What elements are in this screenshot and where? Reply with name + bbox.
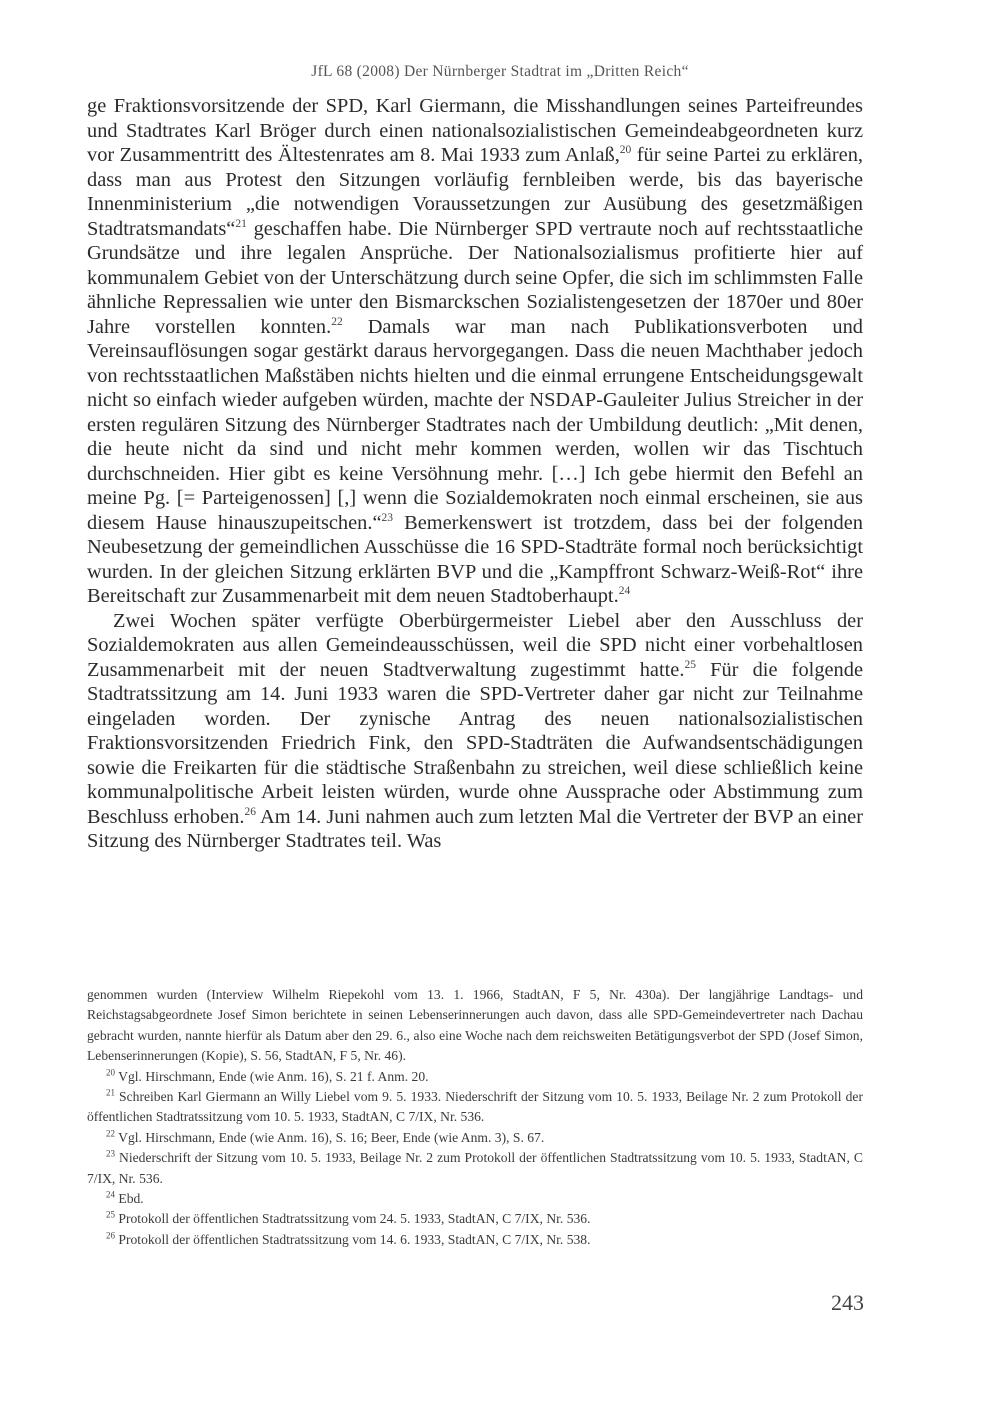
running-header: JfL 68 (2008) Der Nürnberger Stadtrat im „Dritten Reich“ <box>311 63 689 80</box>
footnote-number: 20 <box>106 1067 115 1078</box>
footnote-number: 24 <box>106 1189 115 1200</box>
footnote-ref[interactable]: 20 <box>619 144 632 157</box>
footnote-ref[interactable]: 22 <box>331 315 343 328</box>
footnote-continuation: genommen wurden (Interview Wilhelm Riepekohl vom 13. 1. 1966, StadtAN, F 5, Nr. 430a). Der langjährige Landtags- und Reichstagsabgeordnete Josef Simon berichtete in seinen Lebenserinnerungen auch davon, dass alle SPD-Gemeindevertreter nach Dachau gebracht wurden, nannte hierfür als Datum aber den 29. 6., also eine Woche nach dem reichsweiten Betätigungsverbot der SPD (Josef Simon, Lebenserinnerungen (Kopie), S. 56, StadtAN, F 5, Nr. 46). <box>87 987 863 1064</box>
main-text <box>87 94 863 854</box>
footnote-number: 25 <box>106 1209 115 1220</box>
footnotes <box>87 985 863 1250</box>
footnote: $^{25}$ Protokoll der öffentlichen Stadtratssitzung vom 24. 5. 1933, StadtAN, C 7/IX, Nr. 536. <box>106 1209 591 1227</box>
footnote-number: 26 <box>106 1230 115 1241</box>
footnote: $^{26}$ Protokoll der öffentlichen Stadtratssitzung vom 14. 6. 1933, StadtAN, C 7/IX, Nr. 538. <box>106 1230 591 1247</box>
footnote: $^{24}$ Ebd. <box>106 1189 144 1207</box>
footnote-ref[interactable]: 21 <box>235 217 247 230</box>
footnote-ref[interactable]: 24 <box>618 585 631 598</box>
footnote-number: 22 <box>106 1128 115 1139</box>
footnote: $^{21}$ Schreiben Karl Giermann an Willy Liebel vom 9. 5. 1933. Niederschrift der Sitzung vom 10. 5. 1933, Beilage Nr. 2 zum Protokoll der öffentlichen Stadtratssitzung vom 10. 5. 1933, StadtAN, C 7/IX, Nr. 536. <box>87 1087 863 1125</box>
footnote-ref[interactable]: 23 <box>381 511 394 524</box>
footnote-ref[interactable]: 25 <box>684 658 696 671</box>
body-paragraph: Zwei Wochen später verfügte Oberbürgermeister Liebel aber den Ausschluss der Sozialdemokraten aus allen Gemeindeausschüssen, weil die SPD nicht einer vorbehaltlosen Zusammenarbeit mit der neuen Stadtverwaltung zugestimmt hatte.$^{25}$ Für die folgende Stadtratssitzung am 14. Juni 1933 waren die SPD-Vertreter daher gar nicht zur Teilnahme eingeladen worden. Der zynische Antrag des neuen nationalsozialistischen Fraktionsvorsitzenden Friedrich Fink, den SPD-Stadträten die Aufwandsentschädigungen sowie die Freikarten für die städtische Straßenbahn zu streichen, weil diese schließlich keine kommunalpolitische Arbeit leisten würden, wurde ohne Aussprache oder Abstimmung zum Beschluss erhoben.$^{26}$ Am 14. Juni nahmen auch zum letzten Mal die Vertreter der BVP an einer Sitzung des Nürnberger Stadtrates teil. Was <box>87 609 864 852</box>
footnote-ref[interactable]: 26 <box>244 805 256 818</box>
body-paragraph: ge Fraktionsvorsitzende der SPD, Karl Giermann, die Misshandlungen seines Parteifreundes und Stadtrates Karl Bröger durch einen nationalsozialistischen Gemeindeabgeordneten kurz vor Zusammentritt des Ältestenrates am 8. Mai 1933 zum Anlaß,$^{20}$ für seine Partei zu erklären, dass man aus Protest den Sitzungen vorläufig fernbleiben werde, bis das bayerische Innenministerium „die notwendigen Voraussetzungen zur Ausübung des gesetzmäßigen Stadtratsmandats“$^{21}$ geschaffen habe. Die Nürnberger SPD vertraute noch auf rechtsstaatliche Grundsätze und ihre legalen Ansprüche. Der Nationalsozialismus profitierte hier auf kommunalem Gebiet von der Unterschätzung durch seine Opfer, die sich im schlimmsten Falle ähnliche Repressalien wie unter den Bismarckschen Sozialistengesetzen der 1870er und 80er Jahre vorstellen konnten.$^{22}$ Damals war man nach Publikationsverboten und Vereinsauflösungen sogar gestärkt daraus hervorgegangen. Dass die neuen Machthaber jedoch von rechtsstaatlichen Maßstäben nichts hielten und die einmal errungene Entscheidungsgewalt nicht so einfach wieder aufgeben würden, machte der NSDAP-Gauleiter Julius Streicher in der ersten regulären Sitzung des Nürnberger Stadtrates nach der Umbildung deutlich: „Mit denen, die heute nicht da sind und nicht mehr kommen werden, wollen wir das Tischtuch durchschneiden. Hier gibt es keine Versöhnung mehr. […] Ich gebe hiermit den Befehl an meine Pg. [= Parteigenossen] [,] wenn die Sozialdemokraten noch einmal erscheinen, sie aus diesem Hause hinauszupeitschen.“$^{23}$ Bemerkenswert ist trotzdem, dass bei der folgenden Neubesetzung der gemeindlichen Ausschüsse die 16 SPD-Stadträte formal noch berücksichtigt wurden. In der gleichen Sitzung erklärten BVP und die „Kampffront Schwarz-Weiß-Rot“ ihre Bereitschaft zur Zusammenarbeit mit dem neuen Stadtoberhaupt.$^{24}$ <box>87 95 863 607</box>
page-number: 243 <box>831 1290 864 1315</box>
footnote: $^{23}$ Niederschrift der Sitzung vom 10. 5. 1933, Beilage Nr. 2 zum Protokoll der öffentlichen Stadtratssitzung vom 10. 5. 1933, StadtAN, C 7/IX, Nr. 536. <box>87 1148 863 1186</box>
footnote: $^{20}$ Vgl. Hirschmann, Ende (wie Anm. 16), S. 21 f. Anm. 20. <box>106 1067 429 1084</box>
footnote: $^{22}$ Vgl. Hirschmann, Ende (wie Anm. 16), S. 16; Beer, Ende (wie Anm. 3), S. 67. <box>106 1128 545 1145</box>
footnote-number: 21 <box>106 1087 115 1098</box>
footnote-number: 23 <box>106 1148 115 1159</box>
